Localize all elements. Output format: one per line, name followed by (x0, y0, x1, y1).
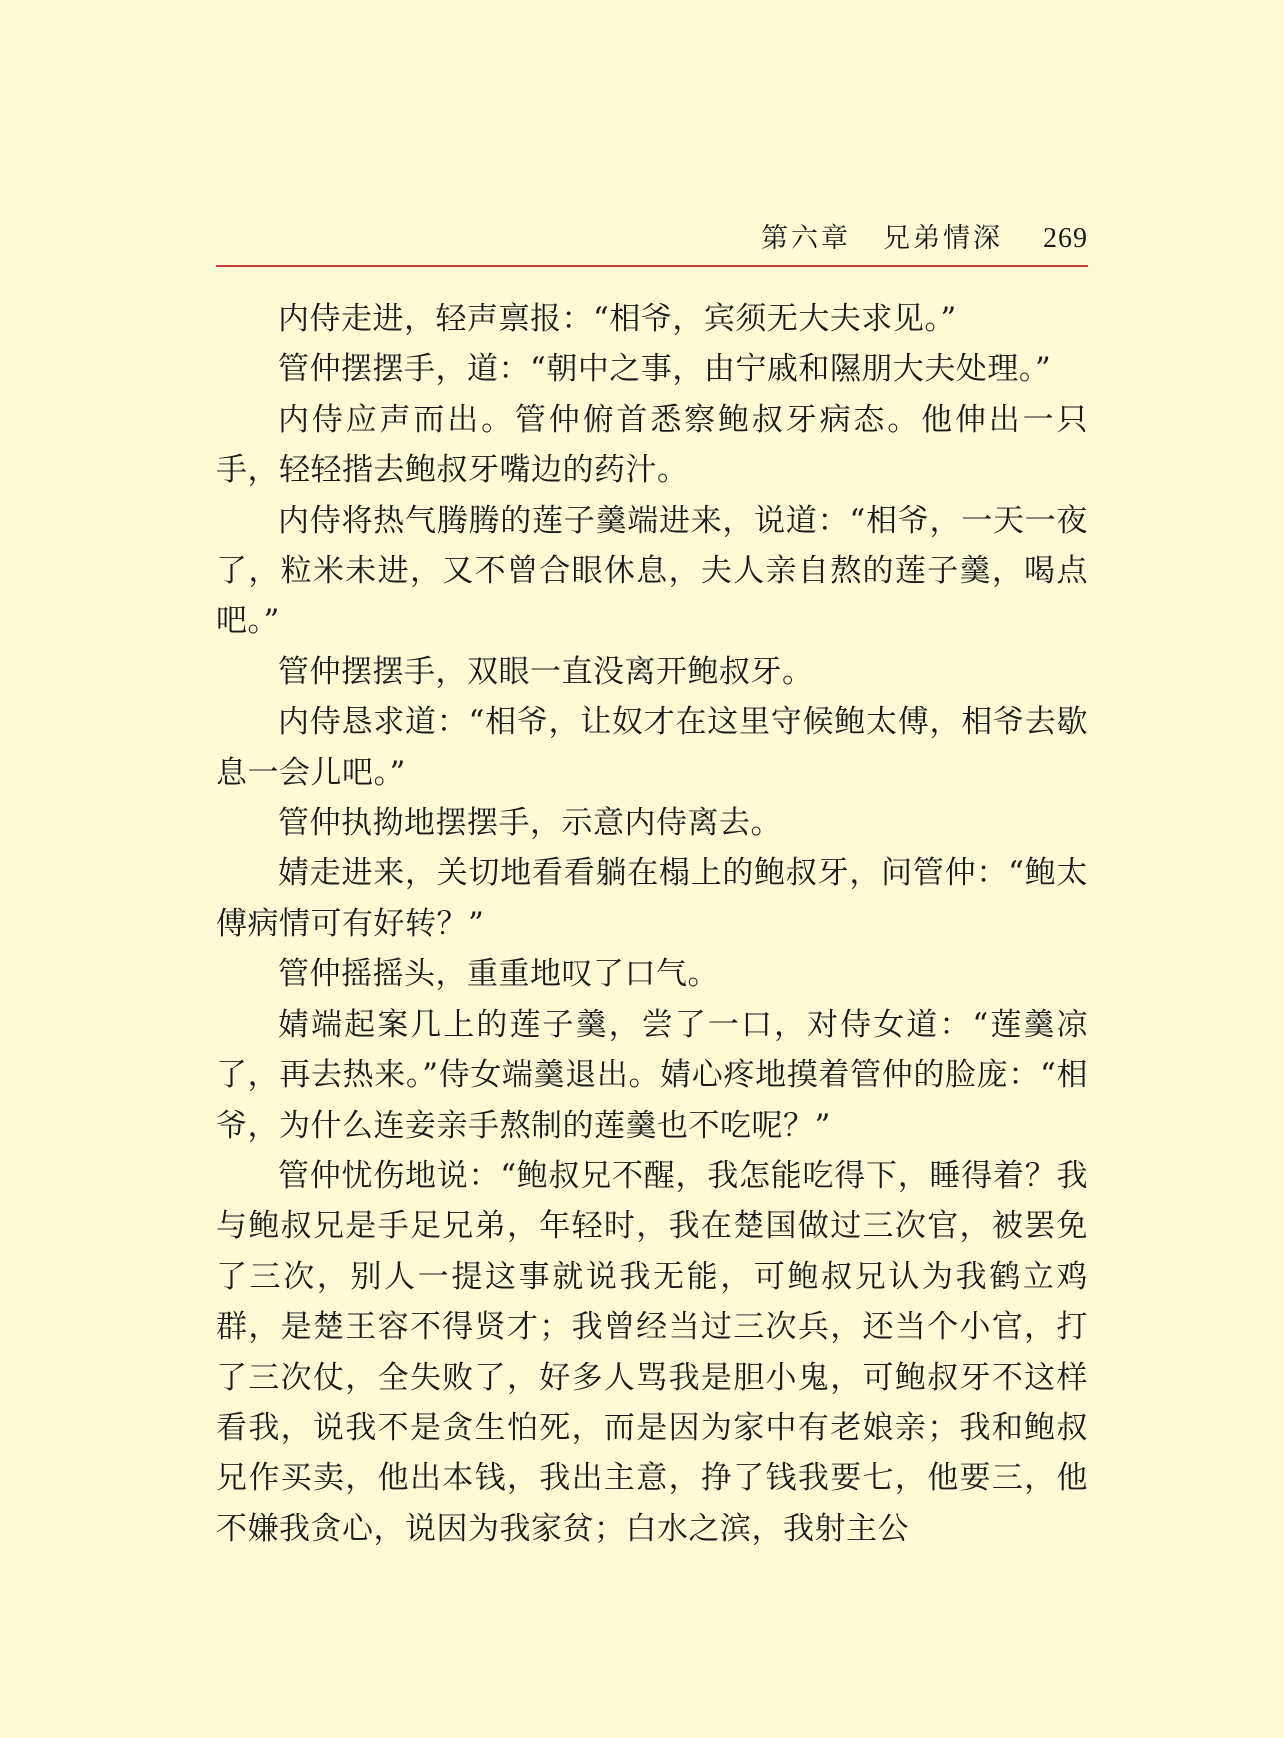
paragraph: 婧走进来，关切地看看躺在榻上的鲍叔牙，问管仲：“鲍太傅病情可有好转？” (216, 855, 1088, 942)
paragraph: 管仲执拗地摆摆手，示意内侍离去。 (278, 805, 782, 842)
paragraph: 婧端起案几上的莲子羹，尝了一口，对侍女道：“莲羹凉了，再去热来。”侍女端羹退出。婧心疼地摸着管仲的脸庞：“相爷，为什么连妾亲手熬制的莲羹也不吃呢？” (216, 1006, 1088, 1144)
paragraph: 内侍将热气腾腾的莲子羹端进来，说道：“相爷，一天一夜了，粒米未进，又不曾合眼休息，夫人亲自熬的莲子羹，喝点吧。” (216, 502, 1088, 640)
paragraph: 内侍走进，轻声禀报：“相爷，宾须无大夫求见。” (278, 301, 957, 337)
book-page (216, 0, 1088, 1738)
paragraph: 管仲摇摇头，重重地叹了口气。 (278, 956, 719, 993)
running-header (761, 216, 1088, 256)
paragraph: 管仲摆摆手，道：“朝中之事，由宁戚和隰朋大夫处理。” (278, 351, 1052, 388)
paragraph: 管仲忧伤地说：“鲍叔兄不醒，我怎能吃得下，睡得着？我与鲍叔兄是手足兄弟，年轻时，我在楚国做过三次官，被罢免了三次，别人一提这事就说我无能，可鲍叔兄认为我鹤立鸡群，是楚王容不得贤才；我曾经当过三次兵，还当个小官，打了三次仗，全失败了，好多人骂我是胆小鬼，可鲍叔牙不这样看我，说我不是贪生怕死，而是因为家中有老娘亲；我和鲍叔兄作买卖，他出本钱，我出主意，挣了钱我要七，他要三，他不嫌我贪心，说因为我家贫；白水之滨，我射主公 (216, 1157, 1088, 1547)
header-divider (216, 265, 1088, 267)
paragraph: 管仲摆摆手，双眼一直没离开鲍叔牙。 (278, 653, 814, 690)
body-text (216, 294, 1088, 1554)
chapter-label: 第六章 (761, 223, 851, 254)
page-number: 269 (1043, 223, 1088, 254)
paragraph: 内侍恳求道：“相爷，让奴才在这里守候鲍太傅，相爷去歇息一会儿吧。” (216, 704, 1088, 791)
chapter-title: 兄弟情深 (883, 223, 1003, 254)
paragraph: 内侍应声而出。管仲俯首悉察鲍叔牙病态。他伸出一只手，轻轻揩去鲍叔牙嘴边的药汁。 (216, 401, 1088, 489)
